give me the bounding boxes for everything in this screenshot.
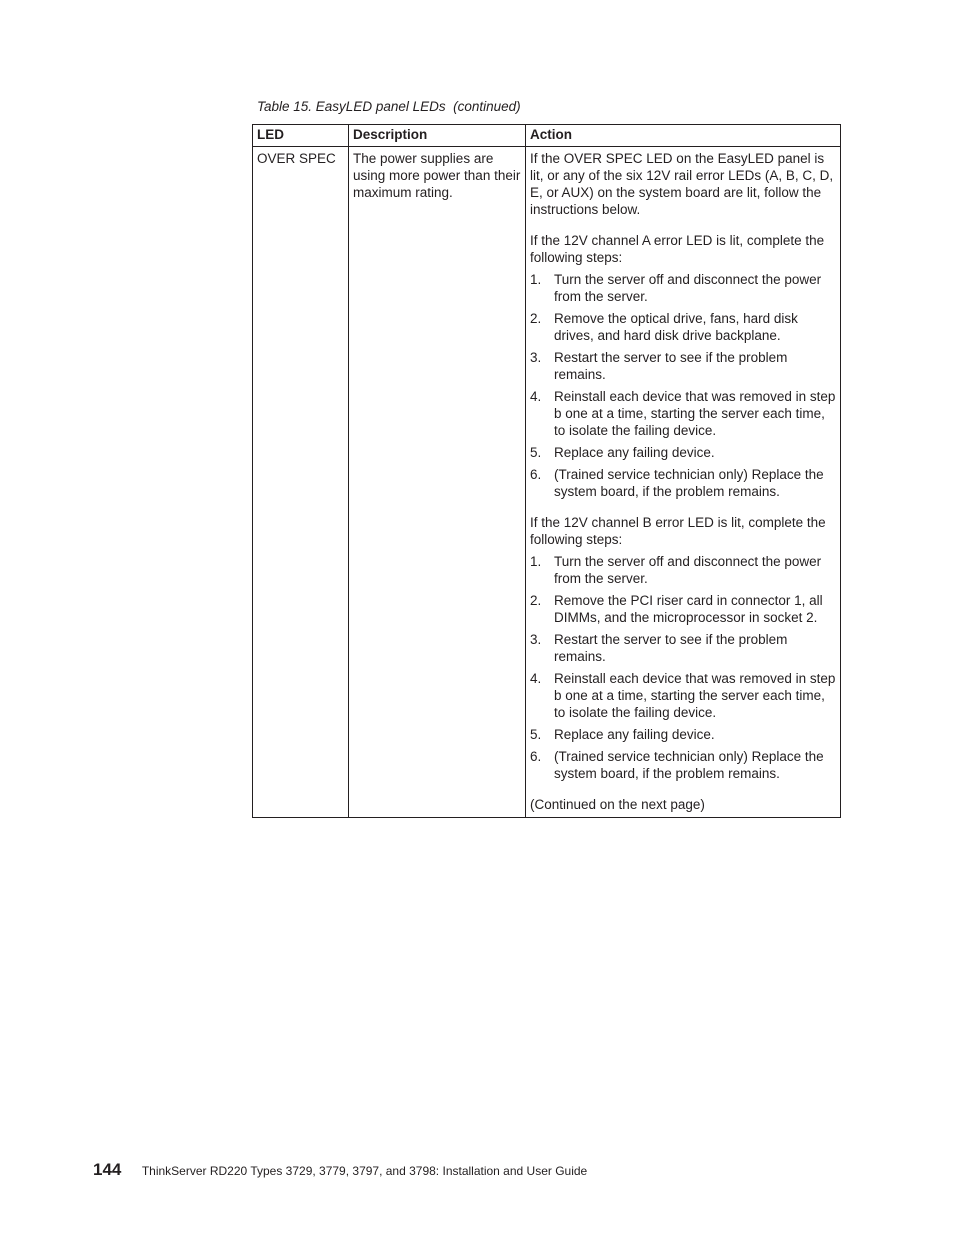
channel-b-block (530, 514, 838, 782)
step-text: (Trained service technician only) Replace the system board, if the problem remains. (554, 749, 824, 781)
channel-a-block (530, 232, 838, 500)
step-text: Restart the server to see if the problem remains. (554, 632, 788, 664)
channel-b-intro: If the 12V channel B error LED is lit, complete the following steps: (530, 515, 826, 547)
continued-note: (Continued on the next page) (530, 797, 705, 812)
list-item (530, 388, 838, 439)
step-number: 1. (530, 554, 542, 569)
header-led: LED (253, 125, 349, 147)
book-title: ThinkServer RD220 Types 3729, 3779, 3797, and 3798: Installation and User Guide (141, 1164, 588, 1178)
step-number: 6. (530, 467, 542, 482)
header-description: Description (349, 125, 526, 147)
step-number: 4. (530, 389, 542, 404)
step-text: (Trained service technician only) Replace the system board, if the problem remains. (554, 467, 824, 499)
list-item (530, 553, 838, 587)
step-text: Replace any failing device. (554, 445, 715, 460)
step-text: Reinstall each device that was removed in step b one at a time, starting the server each time, to isolate the failing device. (554, 671, 836, 720)
step-number: 3. (530, 350, 542, 365)
table-caption: Table 15. EasyLED panel LEDs (continued) (257, 99, 521, 114)
list-item (530, 349, 838, 383)
step-text: Turn the server off and disconnect the power from the server. (554, 272, 822, 304)
step-number: 3. (530, 632, 542, 647)
list-item (530, 726, 838, 743)
cell-description: The power supplies are using more power than their maximum rating. (349, 147, 526, 818)
list-item (530, 444, 838, 461)
list-item (530, 631, 838, 665)
list-item (530, 592, 838, 626)
list-item (530, 310, 838, 344)
action-intro: If the OVER SPEC LED on the EasyLED panel is lit, or any of the six 12V rail error LEDs (A, B, C, D, E, or AUX) on the system board are lit, follow the instructions below. (530, 151, 834, 217)
step-text: Turn the server off and disconnect the power from the server. (554, 554, 822, 586)
step-text: Remove the PCI riser card in connector 1, all DIMMs, and the microprocessor in socket 2. (554, 593, 823, 625)
page-footer (93, 1160, 587, 1180)
step-number: 4. (530, 671, 542, 686)
list-item (530, 271, 838, 305)
list-item (530, 466, 838, 500)
step-text: Replace any failing device. (554, 727, 715, 742)
step-number: 2. (530, 593, 542, 608)
step-text: Restart the server to see if the problem remains. (554, 350, 788, 382)
cell-action (526, 147, 841, 818)
cell-led: OVER SPEC (253, 147, 349, 818)
step-number: 6. (530, 749, 542, 764)
header-action: Action (526, 125, 841, 147)
table-row (253, 147, 841, 818)
table-header-row (253, 125, 841, 147)
list-item (530, 748, 838, 782)
channel-a-intro: If the 12V channel A error LED is lit, complete the following steps: (530, 233, 825, 265)
channel-b-steps (530, 553, 838, 782)
easyled-table (252, 124, 841, 818)
step-number: 5. (530, 727, 542, 742)
step-number: 1. (530, 272, 542, 287)
step-text: Remove the optical drive, fans, hard disk drives, and hard disk drive backplane. (554, 311, 798, 343)
step-number: 2. (530, 311, 542, 326)
channel-a-steps (530, 271, 838, 500)
list-item (530, 670, 838, 721)
step-text: Reinstall each device that was removed in step b one at a time, starting the server each time, to isolate the failing device. (554, 389, 836, 438)
page-number: 144 (93, 1160, 122, 1179)
step-number: 5. (530, 445, 542, 460)
